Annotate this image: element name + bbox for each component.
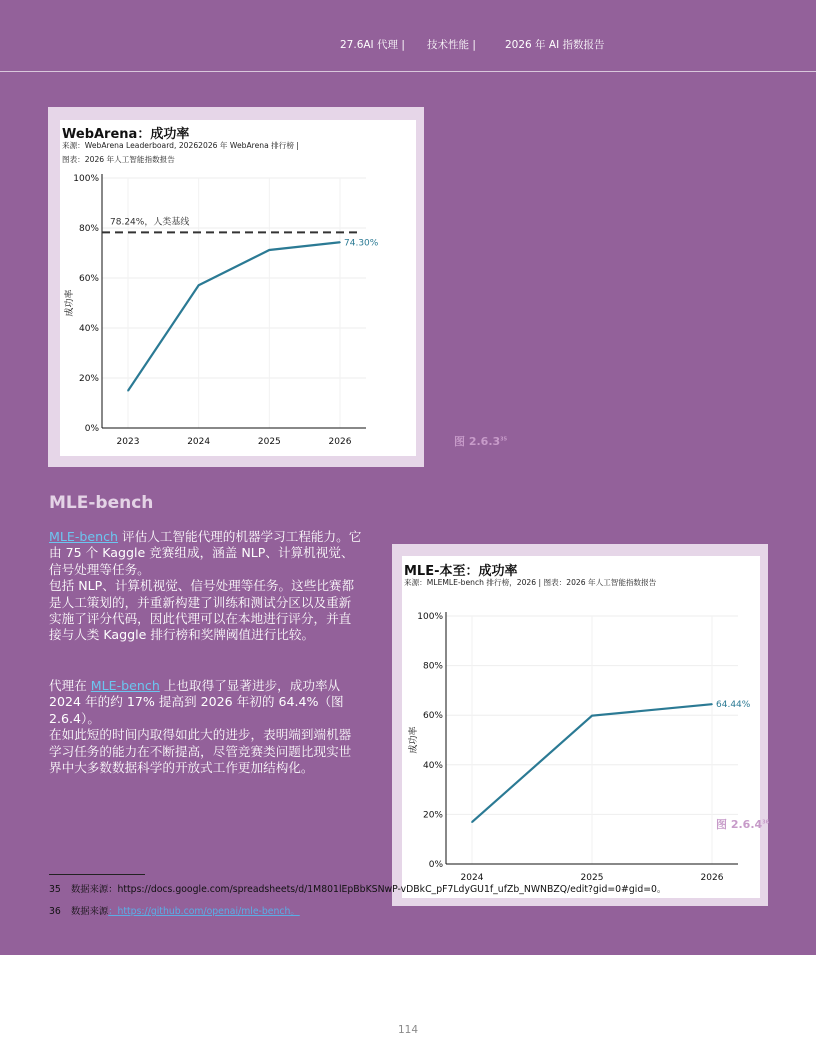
- footnote-36: [49, 903, 300, 917]
- paragraph-text: 上也取得了显著进步，成功率从 2024 年的约 17% 提高到 2026 年初的 64.4%（图 2.6.4）。: [49, 678, 344, 726]
- x-tick-label: 2024: [187, 437, 211, 447]
- chart-source: 来源：MLEMLE-bench 排行榜，2026 | 图表：2026 年人工智能指数报告: [404, 578, 657, 587]
- data-point: [471, 821, 473, 823]
- chart-title: WebArena：成功率: [62, 127, 190, 142]
- nav-item-report[interactable]: 2026 年 AI 指数报告: [505, 39, 605, 51]
- series-line: [128, 242, 340, 391]
- paragraph-text: 评估人工智能代理的机器学习工程能力。它由 75 个 Kaggle 竞赛组成，涵盖 NLP、计算机视觉、信号处理等任务。: [49, 529, 362, 577]
- figure-label-2-6-3: [454, 433, 507, 449]
- nav-item-chapter[interactable]: 27.6AI 代理 |: [340, 39, 405, 51]
- data-point: [339, 241, 341, 243]
- section-title: MLE-bench: [49, 493, 154, 513]
- x-tick-label: 2025: [580, 873, 604, 883]
- y-axis-label: 成功率: [409, 726, 419, 754]
- figure-label-text: 图 2.6.3: [454, 435, 501, 448]
- y-tick-label: 40%: [422, 760, 443, 771]
- footnote-divider: [49, 874, 145, 875]
- figure-label-sup: 35: [500, 436, 508, 443]
- y-tick-label: 100%: [417, 612, 443, 622]
- y-axis-label: 成功率: [65, 289, 75, 317]
- footnote-35: [49, 881, 666, 895]
- mle-chart-frame: [392, 544, 768, 906]
- y-tick-label: 20%: [78, 374, 99, 384]
- webarena-chart-card: [60, 120, 416, 456]
- footnote-label: 数据来源: [71, 906, 109, 917]
- data-point: [711, 703, 713, 705]
- webarena-chart-frame: [48, 107, 424, 467]
- footnote-link[interactable]: https://docs.google.com/spreadsheets/d/1M801lEpBbKSNwP-vDBkC_pF7LdyGU1f_ufZb_NWNBZQ/edit?gid=0#gid=0。: [117, 884, 667, 895]
- paragraph-text: 包括 NLP、计算机视觉、信号处理等任务。这些比赛都是人工策划的，并重新构建了训练和测试分区以及重新实施了评分代码，因此代理可以在本地进行评分，并直接与人类 Kaggle 排行榜和奖牌阈值进行比较。: [49, 578, 355, 643]
- end-value-label: 64.44%: [716, 700, 751, 711]
- y-tick-label: 40%: [78, 324, 99, 334]
- mle-chart-card: [402, 556, 763, 898]
- body-paragraph-1: [49, 529, 363, 644]
- y-tick-label: 0%: [84, 424, 99, 434]
- chart-source: 来源：WebArena Leaderboard, 20262026 年 WebArena 排行榜 | 图表：2026 年人工智能指数报告: [62, 141, 299, 164]
- data-point: [269, 249, 271, 251]
- nav-item-section[interactable]: 技术性能 |: [427, 39, 476, 51]
- y-tick-label: 80%: [422, 661, 443, 672]
- footnote-link[interactable]: ：https://github.com/openai/mle-bench。: [108, 906, 300, 917]
- footnote-number: 36: [49, 906, 61, 917]
- x-tick-label: 2026: [328, 437, 352, 447]
- mle-bench-link[interactable]: MLE-bench: [90, 678, 160, 693]
- header-nav: [0, 37, 816, 51]
- y-tick-label: 60%: [78, 274, 99, 284]
- footnote-label: 数据来源：: [71, 884, 118, 895]
- x-tick-label: 2024: [460, 873, 484, 883]
- x-tick-label: 2025: [257, 437, 281, 447]
- page-number: 114: [397, 1024, 419, 1036]
- y-tick-label: 60%: [422, 711, 443, 722]
- x-tick-label: 2023: [116, 437, 140, 447]
- data-point: [591, 715, 593, 717]
- header-divider: [0, 71, 816, 72]
- body-paragraph-2: [49, 678, 363, 776]
- figure-label-2-6-4: [716, 816, 769, 832]
- data-point: [198, 284, 200, 286]
- human-baseline-label: 78.24%，人类基线: [110, 217, 190, 228]
- x-tick-label: 2026: [700, 873, 724, 883]
- end-value-label: 74.30%: [344, 238, 379, 249]
- mle-chart: [402, 556, 763, 898]
- figure-label-sup: 36: [762, 819, 770, 826]
- paragraph-text: 代理在: [49, 678, 91, 693]
- footnote-number: 35: [49, 884, 61, 895]
- y-tick-label: 100%: [73, 174, 99, 184]
- chart-title: MLE-本至：成功率: [404, 564, 518, 579]
- webarena-chart: [60, 120, 416, 456]
- y-tick-label: 0%: [428, 860, 443, 870]
- mle-bench-link[interactable]: MLE-bench: [49, 529, 119, 544]
- y-tick-label: 20%: [422, 810, 443, 821]
- y-tick-label: 80%: [78, 224, 99, 234]
- figure-label-text: 图 2.6.4: [716, 818, 763, 831]
- paragraph-text: 在如此短的时间内取得如此大的进步，表明端到端机器学习任务的能力在不断提高，尽管竞赛类问题比现实世界中大多数数据科学的开放式工作更加结构化。: [49, 727, 352, 776]
- data-point: [127, 390, 129, 392]
